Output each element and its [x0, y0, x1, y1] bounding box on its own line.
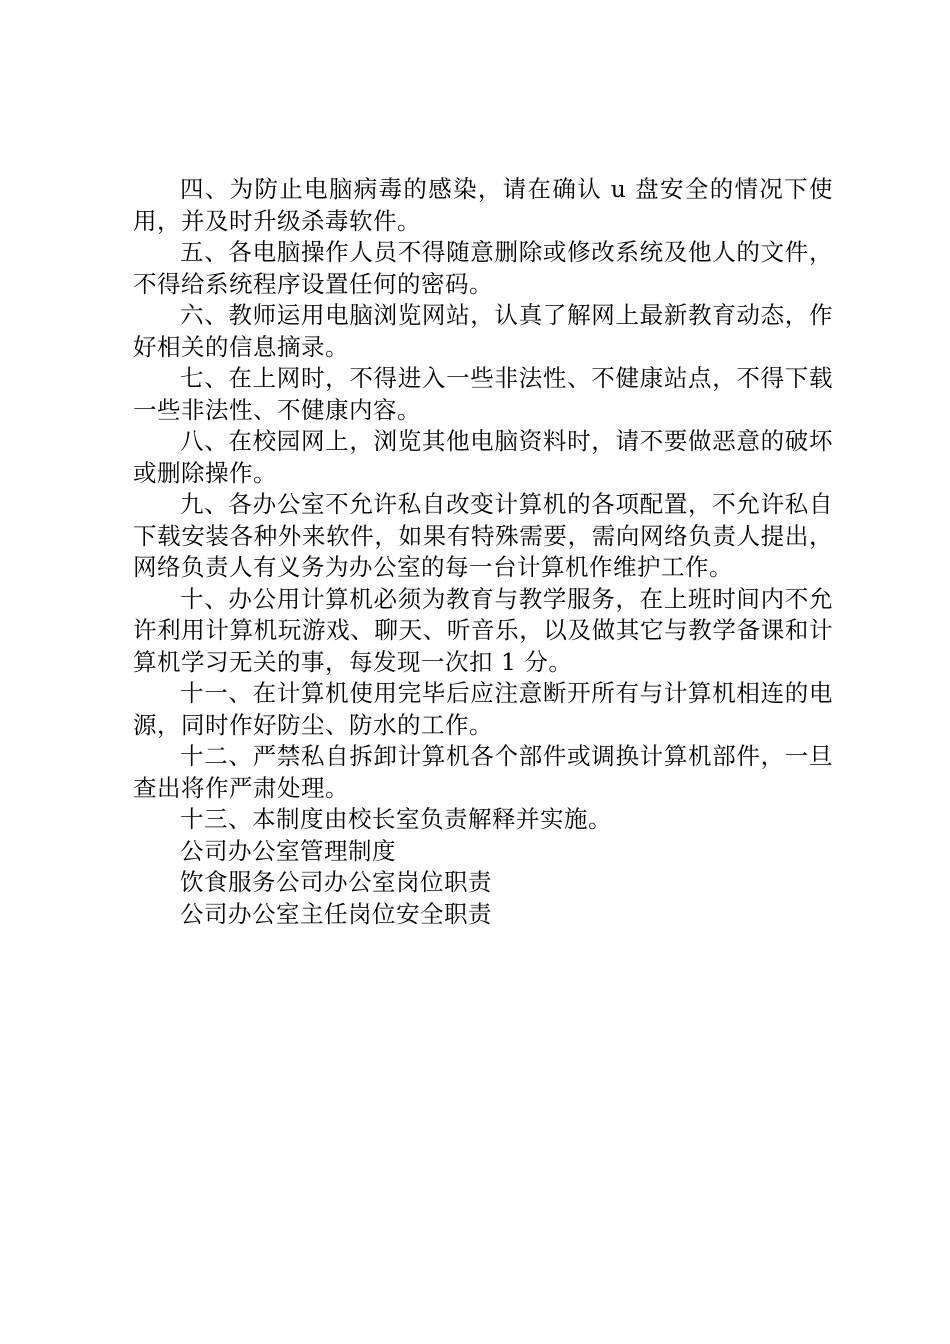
rule-paragraph-4: 四、为防止电脑病毒的感染，请在确认 u 盘安全的情况下使用，并及时升级杀毒软件。: [133, 175, 833, 235]
document-body: [133, 174, 833, 930]
rule-paragraph-10: 十、办公用计算机必须为教育与教学服务，在上班时间内不允许利用计算机玩游戏、聊天、听音乐，以及做其它与教学备课和计算机学习无关的事，每发现一次扣 1 分。: [133, 584, 833, 676]
rule-paragraph-13: 十三、本制度由校长室负责解释并实施。: [180, 805, 612, 833]
rule-paragraph-11: 十一、在计算机使用完毕后应注意断开所有与计算机相连的电源，同时作好防尘、防水的工作。: [133, 679, 833, 739]
related-title-3: 公司办公室主任岗位安全职责: [180, 899, 492, 928]
rule-paragraph-9: 九、各办公室不允许私自改变计算机的各项配置，不允许私自下载安装各种外来软件，如果有特殊需要，需向网络负责人提出，网络负责人有义务为办公室的每一台计算机作维护工作。: [133, 490, 833, 581]
rule-paragraph-7: 七、在上网时，不得进入一些非法性、不健康站点，不得下载一些非法性、不健康内容。: [133, 364, 833, 424]
rule-paragraph-8: 八、在校园网上，浏览其他电脑资料时，请不要做恶意的破坏或删除操作。: [133, 427, 833, 487]
related-title-2: 饮食服务公司办公室岗位职责: [180, 868, 492, 896]
rule-paragraph-6: 六、教师运用电脑浏览网站，认真了解网上最新教育动态，作好相关的信息摘录。: [133, 301, 833, 361]
rule-paragraph-5: 五、各电脑操作人员不得随意删除或修改系统及他人的文件，不得给系统程序设置任何的密码。: [133, 238, 833, 298]
related-title-1: 公司办公室管理制度: [180, 836, 396, 865]
rule-paragraph-12: 十二、严禁私自拆卸计算机各个部件或调换计算机部件，一旦查出将作严肃处理。: [133, 742, 833, 802]
